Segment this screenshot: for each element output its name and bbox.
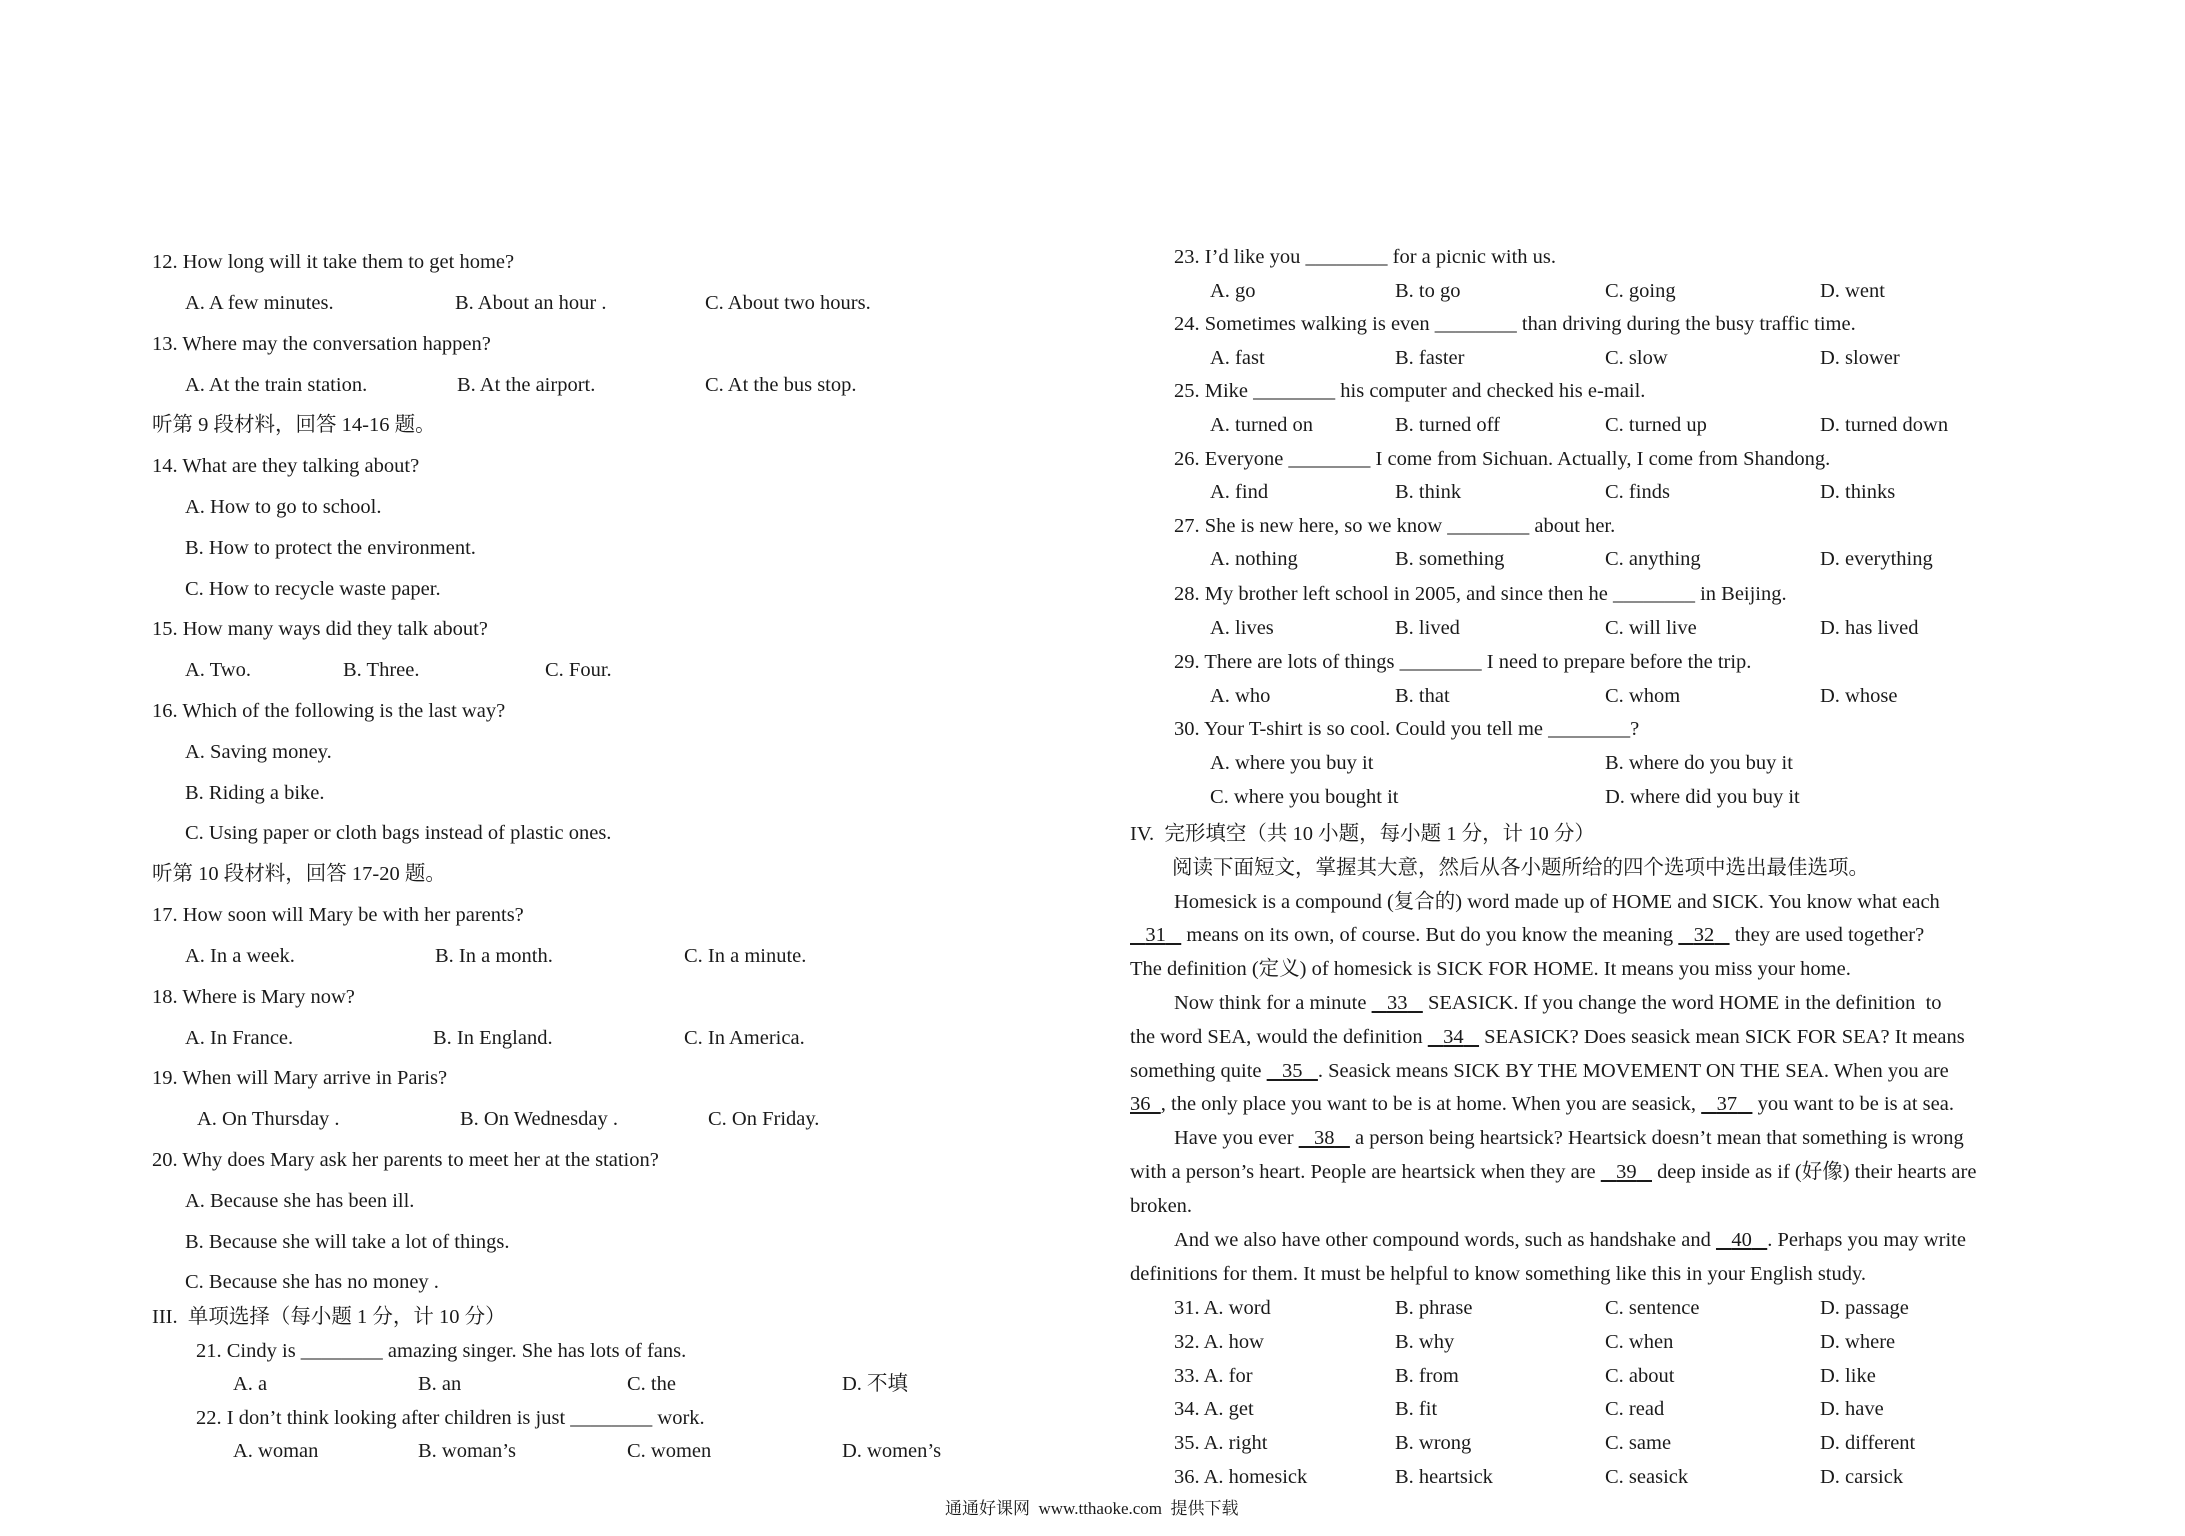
q22-stem: 22. I don’t think looking after children is just ________ work. [196, 1407, 705, 1429]
q35-option-d: D. different [1820, 1432, 1916, 1454]
q28-option-b: B. lived [1395, 617, 1460, 639]
q23-stem: 23. I’d like you ________ for a picnic with us. [1174, 246, 1557, 268]
q14-stem: 14. What are they talking about? [152, 455, 420, 477]
q16-option-b: B. Riding a bike. [185, 782, 325, 804]
q33-option-b: B. from [1395, 1365, 1459, 1387]
q29-option-d: D. whose [1820, 685, 1898, 707]
q28-option-d: D. has lived [1820, 617, 1919, 639]
q25-option-a: A. turned on [1210, 414, 1314, 436]
q35-option-c: C. same [1605, 1432, 1672, 1454]
passage-line-10: broken. [1130, 1195, 1193, 1217]
q24-option-d: D. slower [1820, 347, 1900, 369]
blank-40: 40 [1731, 1229, 1752, 1251]
q13-option-a: A. At the train station. [185, 374, 368, 396]
blank-37: 37 [1716, 1093, 1738, 1115]
blank-32: 32 [1693, 924, 1715, 946]
q18-stem: 18. Where is Mary now? [152, 986, 355, 1008]
q22-option-c: C. women [627, 1440, 712, 1462]
q15-stem: 15. How many ways did they talk about? [152, 618, 488, 640]
q15-option-c: C. Four. [545, 659, 612, 681]
q14-option-a: A. How to go to school. [185, 496, 382, 518]
passage-line-7: 36 , the only place you want to be is at home. When you are seasick, 37 you want to be is at sea. [1130, 1093, 1954, 1115]
q27-option-d: D. everything [1820, 548, 1933, 570]
q23-option-d: D. went [1820, 280, 1885, 302]
q25-stem: 25. Mike ________ his computer and checked his e-mail. [1174, 380, 1646, 402]
passage-line-1: Homesick is a compound (复合的) word made up of HOME and SICK. You know what each [1174, 891, 1940, 913]
section-10-heading: 听第 10 段材料，回答 17-20 题。 [152, 863, 446, 885]
q31-option-b: B. phrase [1395, 1297, 1473, 1319]
q16-stem: 16. Which of the following is the last way? [152, 700, 506, 722]
passage-line-6: something quite 35 . Seasick means SICK BY THE MOVEMENT ON THE SEA. When you are [1130, 1060, 1949, 1082]
passage-line-12: definitions for them. It must be helpful to know something like this in your English study. [1130, 1263, 1867, 1285]
q21-option-b: B. an [418, 1373, 462, 1395]
q36-option-a: 36. A. homesick [1174, 1466, 1308, 1488]
q28-option-a: A. lives [1210, 617, 1274, 639]
q20-option-a: A. Because she has been ill. [185, 1190, 415, 1212]
q19-stem: 19. When will Mary arrive in Paris? [152, 1067, 448, 1089]
blank-36: 36 [1130, 1093, 1151, 1115]
q36-option-d: D. carsick [1820, 1466, 1904, 1488]
page-footer: 通通好课网 www.tthaoke.com 提供下载 [945, 1499, 1239, 1518]
q14-option-b: B. How to protect the environment. [185, 537, 476, 559]
q29-option-b: B. that [1395, 685, 1450, 707]
q22-option-a: A. woman [233, 1440, 319, 1462]
q26-option-a: A. find [1210, 481, 1269, 503]
cloze-instruction: 阅读下面短文，掌握其大意，然后从各小题所给的四个选项中选出最佳选项。 [1172, 857, 1869, 879]
q26-option-b: B. think [1395, 481, 1462, 503]
passage-line-11: And we also have other compound words, such as handshake and 40 . Perhaps you may write [1174, 1229, 1966, 1251]
q25-option-b: B. turned off [1395, 414, 1500, 436]
q25-option-c: C. turned up [1605, 414, 1707, 436]
blank-39: 39 [1616, 1161, 1637, 1183]
blank-34: 34 [1443, 1026, 1464, 1048]
passage-line-8: Have you ever 38 a person being heartsick? Heartsick doesn’t mean that something is wrong [1174, 1127, 1964, 1149]
q29-stem: 29. There are lots of things ________ I need to prepare before the trip. [1174, 651, 1752, 673]
q30-option-a: A. where you buy it [1210, 752, 1374, 774]
q20-option-b: B. Because she will take a lot of things. [185, 1231, 510, 1253]
q24-option-a: A. fast [1210, 347, 1265, 369]
q18-option-c: C. In America. [684, 1027, 805, 1049]
q26-stem: 26. Everyone ________ I come from Sichuan. Actually, I come from Shandong. [1174, 448, 1831, 470]
q20-option-c: C. Because she has no money . [185, 1271, 439, 1293]
q12-option-c: C. About two hours. [705, 292, 871, 314]
q17-option-c: C. In a minute. [684, 945, 807, 967]
q21-option-a: A. a [233, 1373, 268, 1395]
q34-option-a: 34. A. get [1174, 1398, 1254, 1420]
q34-option-d: D. have [1820, 1398, 1884, 1420]
q27-option-b: B. something [1395, 548, 1505, 570]
q21-option-c: C. the [627, 1373, 676, 1395]
q32-option-c: C. when [1605, 1331, 1674, 1353]
q26-option-d: D. thinks [1820, 481, 1896, 503]
q21-stem: 21. Cindy is ________ amazing singer. She has lots of fans. [196, 1340, 687, 1362]
q19-option-a: A. On Thursday . [197, 1108, 340, 1130]
passage-line-2: 31 means on its own, of course. But do you know the meaning 32 they are used together? [1130, 925, 1924, 946]
q17-option-a: A. In a week. [185, 945, 295, 967]
q31-option-d: D. passage [1820, 1297, 1909, 1319]
q31-option-a: 31. A. word [1174, 1297, 1271, 1319]
passage-line-9: with a person’s heart. People are heartsick when they are 39 deep inside as if (好像) their hearts are [1130, 1161, 1977, 1183]
q34-option-c: C. read [1605, 1398, 1665, 1420]
q33-option-d: D. like [1820, 1365, 1876, 1387]
q19-option-b: B. On Wednesday . [460, 1108, 618, 1130]
q31-option-c: C. sentence [1605, 1297, 1700, 1319]
section-9-heading: 听第 9 段材料，回答 14-16 题。 [152, 414, 436, 436]
q35-option-b: B. wrong [1395, 1432, 1472, 1454]
q15-option-a: A. Two. [185, 659, 251, 681]
q24-option-b: B. faster [1395, 347, 1465, 369]
q33-option-a: 33. A. for [1174, 1365, 1253, 1387]
q20-stem: 20. Why does Mary ask her parents to meet her at the station? [152, 1149, 659, 1171]
q30-option-c: C. where you bought it [1210, 786, 1399, 808]
q19-option-c: C. On Friday. [708, 1108, 820, 1130]
q24-stem: 24. Sometimes walking is even ________ than driving during the busy traffic time. [1174, 313, 1856, 335]
blank-35: 35 [1282, 1060, 1303, 1082]
q32-option-d: D. where [1820, 1331, 1896, 1353]
q27-option-a: A. nothing [1210, 548, 1298, 570]
q16-option-c: C. Using paper or cloth bags instead of plastic ones. [185, 822, 612, 844]
q13-option-c: C. At the bus stop. [705, 374, 857, 396]
q30-option-b: B. where do you buy it [1605, 752, 1793, 774]
q16-option-a: A. Saving money. [185, 741, 332, 763]
q22-option-b: B. woman’s [418, 1440, 516, 1462]
passage-line-5: the word SEA, would the definition 34 SEASICK? Does seasick mean SICK FOR SEA? It means [1130, 1026, 1965, 1048]
q26-option-c: C. finds [1605, 481, 1670, 503]
q13-stem: 13. Where may the conversation happen? [152, 333, 491, 355]
q13-option-b: B. At the airport. [457, 374, 596, 396]
q25-option-d: D. turned down [1820, 414, 1949, 436]
q30-stem: 30. Your T-shirt is so cool. Could you tell me ________? [1174, 718, 1640, 740]
q14-option-c: C. How to recycle waste paper. [185, 578, 441, 600]
q22-option-d: D. women’s [842, 1440, 942, 1462]
q27-option-c: C. anything [1605, 548, 1701, 570]
q29-option-c: C. whom [1605, 685, 1681, 707]
q35-option-a: 35. A. right [1174, 1432, 1268, 1454]
blank-31: 31 [1145, 924, 1166, 946]
q24-option-c: C. slow [1605, 347, 1668, 369]
blank-33: 33 [1386, 992, 1408, 1014]
passage-line-4: Now think for a minute 33 SEASICK. If you change the word HOME in the definition to [1174, 992, 1942, 1014]
q12-option-b: B. About an hour . [455, 292, 607, 314]
part-4-heading: IV. 完形填空（共 10 小题，每小题 1 分，计 10 分） [1130, 823, 1595, 845]
q36-option-b: B. heartsick [1395, 1466, 1493, 1488]
blank-38: 38 [1314, 1127, 1335, 1149]
q30-option-d: D. where did you buy it [1605, 786, 1800, 808]
q36-option-c: C. seasick [1605, 1466, 1689, 1488]
q18-option-a: A. In France. [185, 1027, 294, 1049]
q29-option-a: A. who [1210, 685, 1271, 707]
q18-option-b: B. In England. [433, 1027, 553, 1049]
q12-option-a: A. A few minutes. [185, 292, 334, 314]
q23-option-b: B. to go [1395, 280, 1461, 302]
q17-option-b: B. In a month. [435, 945, 553, 967]
q33-option-c: C. about [1605, 1365, 1675, 1387]
q23-option-c: C. going [1605, 280, 1676, 302]
q15-option-b: B. Three. [343, 659, 420, 681]
q21-option-d: D. 不填 [842, 1373, 909, 1395]
q23-option-a: A. go [1210, 280, 1256, 302]
passage-line-3: The definition (定义) of homesick is SICK FOR HOME. It means you miss your home. [1130, 958, 1851, 980]
part-3-heading: III. 单项选择（每小题 1 分，计 10 分） [152, 1306, 506, 1328]
q32-option-a: 32. A. how [1174, 1331, 1264, 1353]
q17-stem: 17. How soon will Mary be with her parents? [152, 904, 524, 926]
q27-stem: 27. She is new here, so we know ________ about her. [1174, 515, 1616, 537]
q32-option-b: B. why [1395, 1331, 1455, 1353]
q34-option-b: B. fit [1395, 1398, 1438, 1420]
q28-option-c: C. will live [1605, 617, 1697, 639]
q28-stem: 28. My brother left school in 2005, and since then he ________ in Beijing. [1174, 583, 1787, 605]
q12-stem: 12. How long will it take them to get home? [152, 251, 515, 273]
